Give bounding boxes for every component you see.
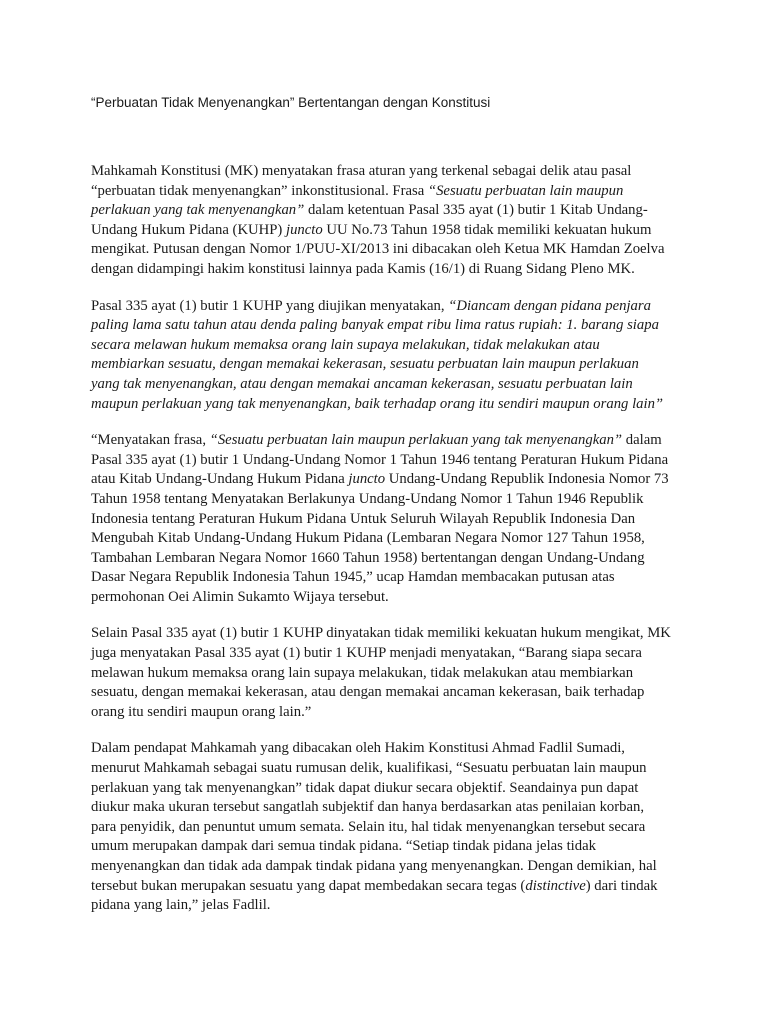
italic-text-run: “Diancam dengan pidana penjara paling lama satu tahun atau denda paling banyak empat ribu lima ratus rupiah: 1. barang siapa secara melawan hukum memaksa orang lain supaya melakukan, tidak melakukan atau membiarkan sesuatu, dengan memakai kekerasan, sesuatu perbuatan lain maupun perlakuan yang tak menyenangkan, atau dengan memakai ancaman kekerasan, sesuatu perbuatan lain maupun perlakuan yang tak menyenangkan, baik terhadap orang itu sendiri maupun orang lain” xyxy=(91,297,664,412)
document-body xyxy=(91,162,671,916)
italic-text-run: “Sesuatu perbuatan lain maupun perlakuan yang tak menyenangkan” xyxy=(91,182,624,219)
italic-text-run: “Sesuatu perbuatan lain maupun perlakuan yang tak menyenangkan” xyxy=(209,432,623,449)
text-run: dalam ketentuan Pasal 335 ayat (1) butir 1 Kitab Undang-Undang Hukum Pidana (KUHP) xyxy=(91,202,648,238)
italic-text-run: juncto xyxy=(286,221,323,238)
text-run: Dalam pendapat Mahkamah yang dibacakan oleh Hakim Konstitusi Ahmad Fadlil Sumadi, menurut Mahkamah sebagai suatu rumusan delik, kualifikasi, “Sesuatu perbuatan lain maupun perlakuan yang tak menyenangkan” tidak dapat diukur secara objektif. Seandainya pun dapat diukur maka ukuran tersebut sangatlah subjektif dan hanya berdasarkan atas penilaian korban, para penyidik, dan penuntut umum semata. Selain itu, hal tidak menyenangkan tersebut secara umum merupakan dampak dari semua tindak pidana. “Setiap tindak pidana jelas tidak menyenangkan dan tidak ada dampak tindak pidana yang menyenangkan. Dengan demikian, hal tersebut bukan merupakan sesuatu yang dapat membedakan secara tegas ( xyxy=(91,740,657,894)
italic-text-run: distinctive xyxy=(525,877,586,894)
text-run: UU No.73 Tahun 1958 tidak memiliki kekuatan hukum mengikat. Putusan dengan Nomor 1/PUU-XI/2013 ini dibacakan oleh Ketua MK Hamdan Zoelva dengan didampingi hakim konstitusi lainnya pada Kamis (16/1) di Ruang Sidang Pleno MK. xyxy=(91,221,665,277)
paragraph xyxy=(91,431,671,607)
paragraph xyxy=(91,739,671,915)
text-run: dalam Pasal 335 ayat (1) butir 1 Undang-Undang Nomor 1 Tahun 1946 tentang Peraturan Hukum Pidana atau Kitab Undang-Undang Hukum Pidana xyxy=(91,432,669,488)
italic-text-run: juncto xyxy=(348,471,386,488)
paragraph xyxy=(91,297,671,415)
document-title: “Perbuatan Tidak Menyenangkan” Bertentangan dengan Konstitusi xyxy=(91,95,491,110)
paragraph xyxy=(91,624,671,722)
text-run: Selain Pasal 335 ayat (1) butir 1 KUHP dinyatakan tidak memiliki kekuatan hukum mengikat, MK juga menyatakan Pasal 335 ayat (1) butir 1 KUHP menjadi menyatakan, “Barang siapa secara melawan hukum memaksa orang lain supaya melakukan, tidak melakukan atau membiarkan sesuatu, dengan memakai kekerasan, atau dengan memakai ancaman kekerasan, baik terhadap orang itu sendiri maupun orang lain.” xyxy=(91,625,671,720)
text-run: Pasal 335 ayat (1) butir 1 KUHP yang diujikan menyatakan, xyxy=(91,297,449,314)
text-run: “Menyatakan frasa, xyxy=(91,432,210,449)
text-run: Mahkamah Konstitusi (MK) menyatakan frasa aturan yang terkenal sebagai delik atau pasal “perbuatan tidak menyenangkan” inkonstitusional. Frasa xyxy=(91,163,632,199)
text-run: Undang-Undang Republik Indonesia Nomor 73 Tahun 1958 tentang Menyatakan Berlakunya Undang-Undang Nomor 1 Tahun 1946 Republik Indonesia tentang Peraturan Hukum Pidana Untuk Seluruh Wilayah Republik Indonesia Dan Mengubah Kitab Undang-Undang Hukum Pidana (Lembaran Negara Nomor 127 Tahun 1958, Tambahan Lembaran Negara Nomor 1660 Tahun 1958) bertentangan dengan Undang-Undang Dasar Negara Republik Indonesia Tahun 1945,” ucap Hamdan membacakan putusan atas permohonan Oei Alimin Sukamto Wijaya tersebut. xyxy=(91,471,669,605)
text-run: ) dari tindak pidana yang lain,” jelas Fadlil. xyxy=(91,877,658,914)
paragraph xyxy=(91,162,671,280)
